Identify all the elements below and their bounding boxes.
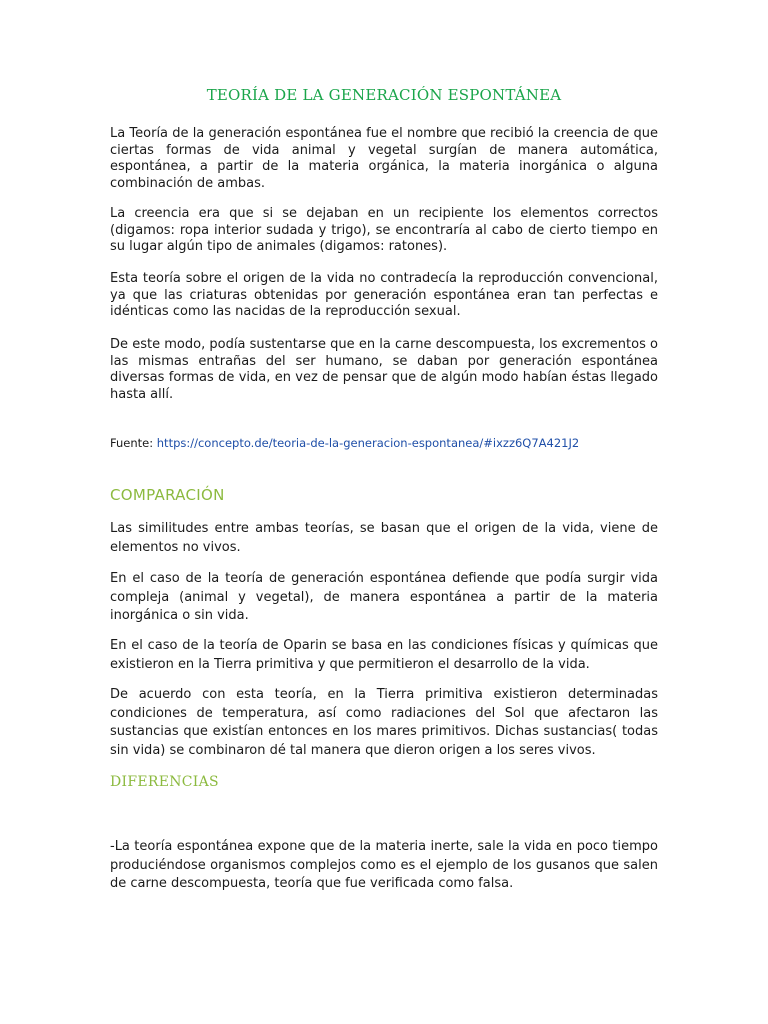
diferencias-paragraph: -La teoría espontánea expone que de la materia inerte, sale la vida en poco tiempo produciéndose organismos complejos como es el ejemplo de los gusanos que salen de carne descompuesta, teoría que fue verificada como falsa. [110, 839, 658, 891]
comparacion-paragraph: En el caso de la teoría de Oparin se basa en las condiciones físicas y químicas que existieron en la Tierra primitiva y que permitieron el desarrollo de la vida. [110, 638, 658, 672]
paragraph-belief: La creencia era que si se dejaban en un recipiente los elementos correctos (digamos: ropa interior sudada y trigo), se encontraría al cabo de cierto tiempo en su lugar algún tipo de animales (digamos: ratones). [110, 206, 658, 254]
source-label: Fuente: [110, 436, 157, 450]
comparacion-paragraph: En el caso de la teoría de generación espontánea defiende que podía surgir vida compleja (animal y vegetal), de manera espontánea a partir de la materia inorgánica o sin vida. [110, 571, 658, 623]
paragraph-intro: La Teoría de la generación espontánea fue el nombre que recibió la creencia de que ciertas formas de vida animal y vegetal surgían de manera automática, espontánea, a partir de la materia orgánica, la materia inorgánica o alguna combinación de ambas. [110, 126, 658, 191]
paragraph-origin: Esta teoría sobre el origen de la vida no contradecía la reproducción convencional, ya que las criaturas obtenidas por generación espontánea eran tan perfectas e idénticas como las nacidas de la reproducción sexual. [110, 271, 658, 319]
section-heading-comparacion: COMPARACIÓN [110, 486, 225, 504]
document-title: TEORÍA DE LA GENERACIÓN ESPONTÁNEA [206, 86, 562, 104]
comparacion-paragraph: De acuerdo con esta teoría, en la Tierra primitiva existieron determinadas condiciones de temperatura, así como radiaciones del Sol que afectaron las sustancias que existían entonces en los mares primitivos. Dichas sustancias( todas sin vida) se combinaron dé tal manera que dieron origen a los seres vivos. [110, 687, 658, 758]
paragraph-consequence: De este modo, podía sustentarse que en la carne descompuesta, los excrementos o las mismas entrañas del ser humano, se daban por generación espontánea diversas formas de vida, en vez de pensar que de algún modo habían éstas llegado hasta allí. [110, 337, 658, 402]
section-heading-diferencias: DIFERENCIAS [110, 774, 219, 790]
source-line [110, 436, 658, 450]
source-link[interactable]: https://concepto.de/teoria-de-la-generacion-espontanea/#ixzz6Q7A421J2 [156, 436, 580, 450]
comparacion-paragraph: Las similitudes entre ambas teorías, se basan que el origen de la vida, viene de elementos no vivos. [110, 521, 658, 555]
